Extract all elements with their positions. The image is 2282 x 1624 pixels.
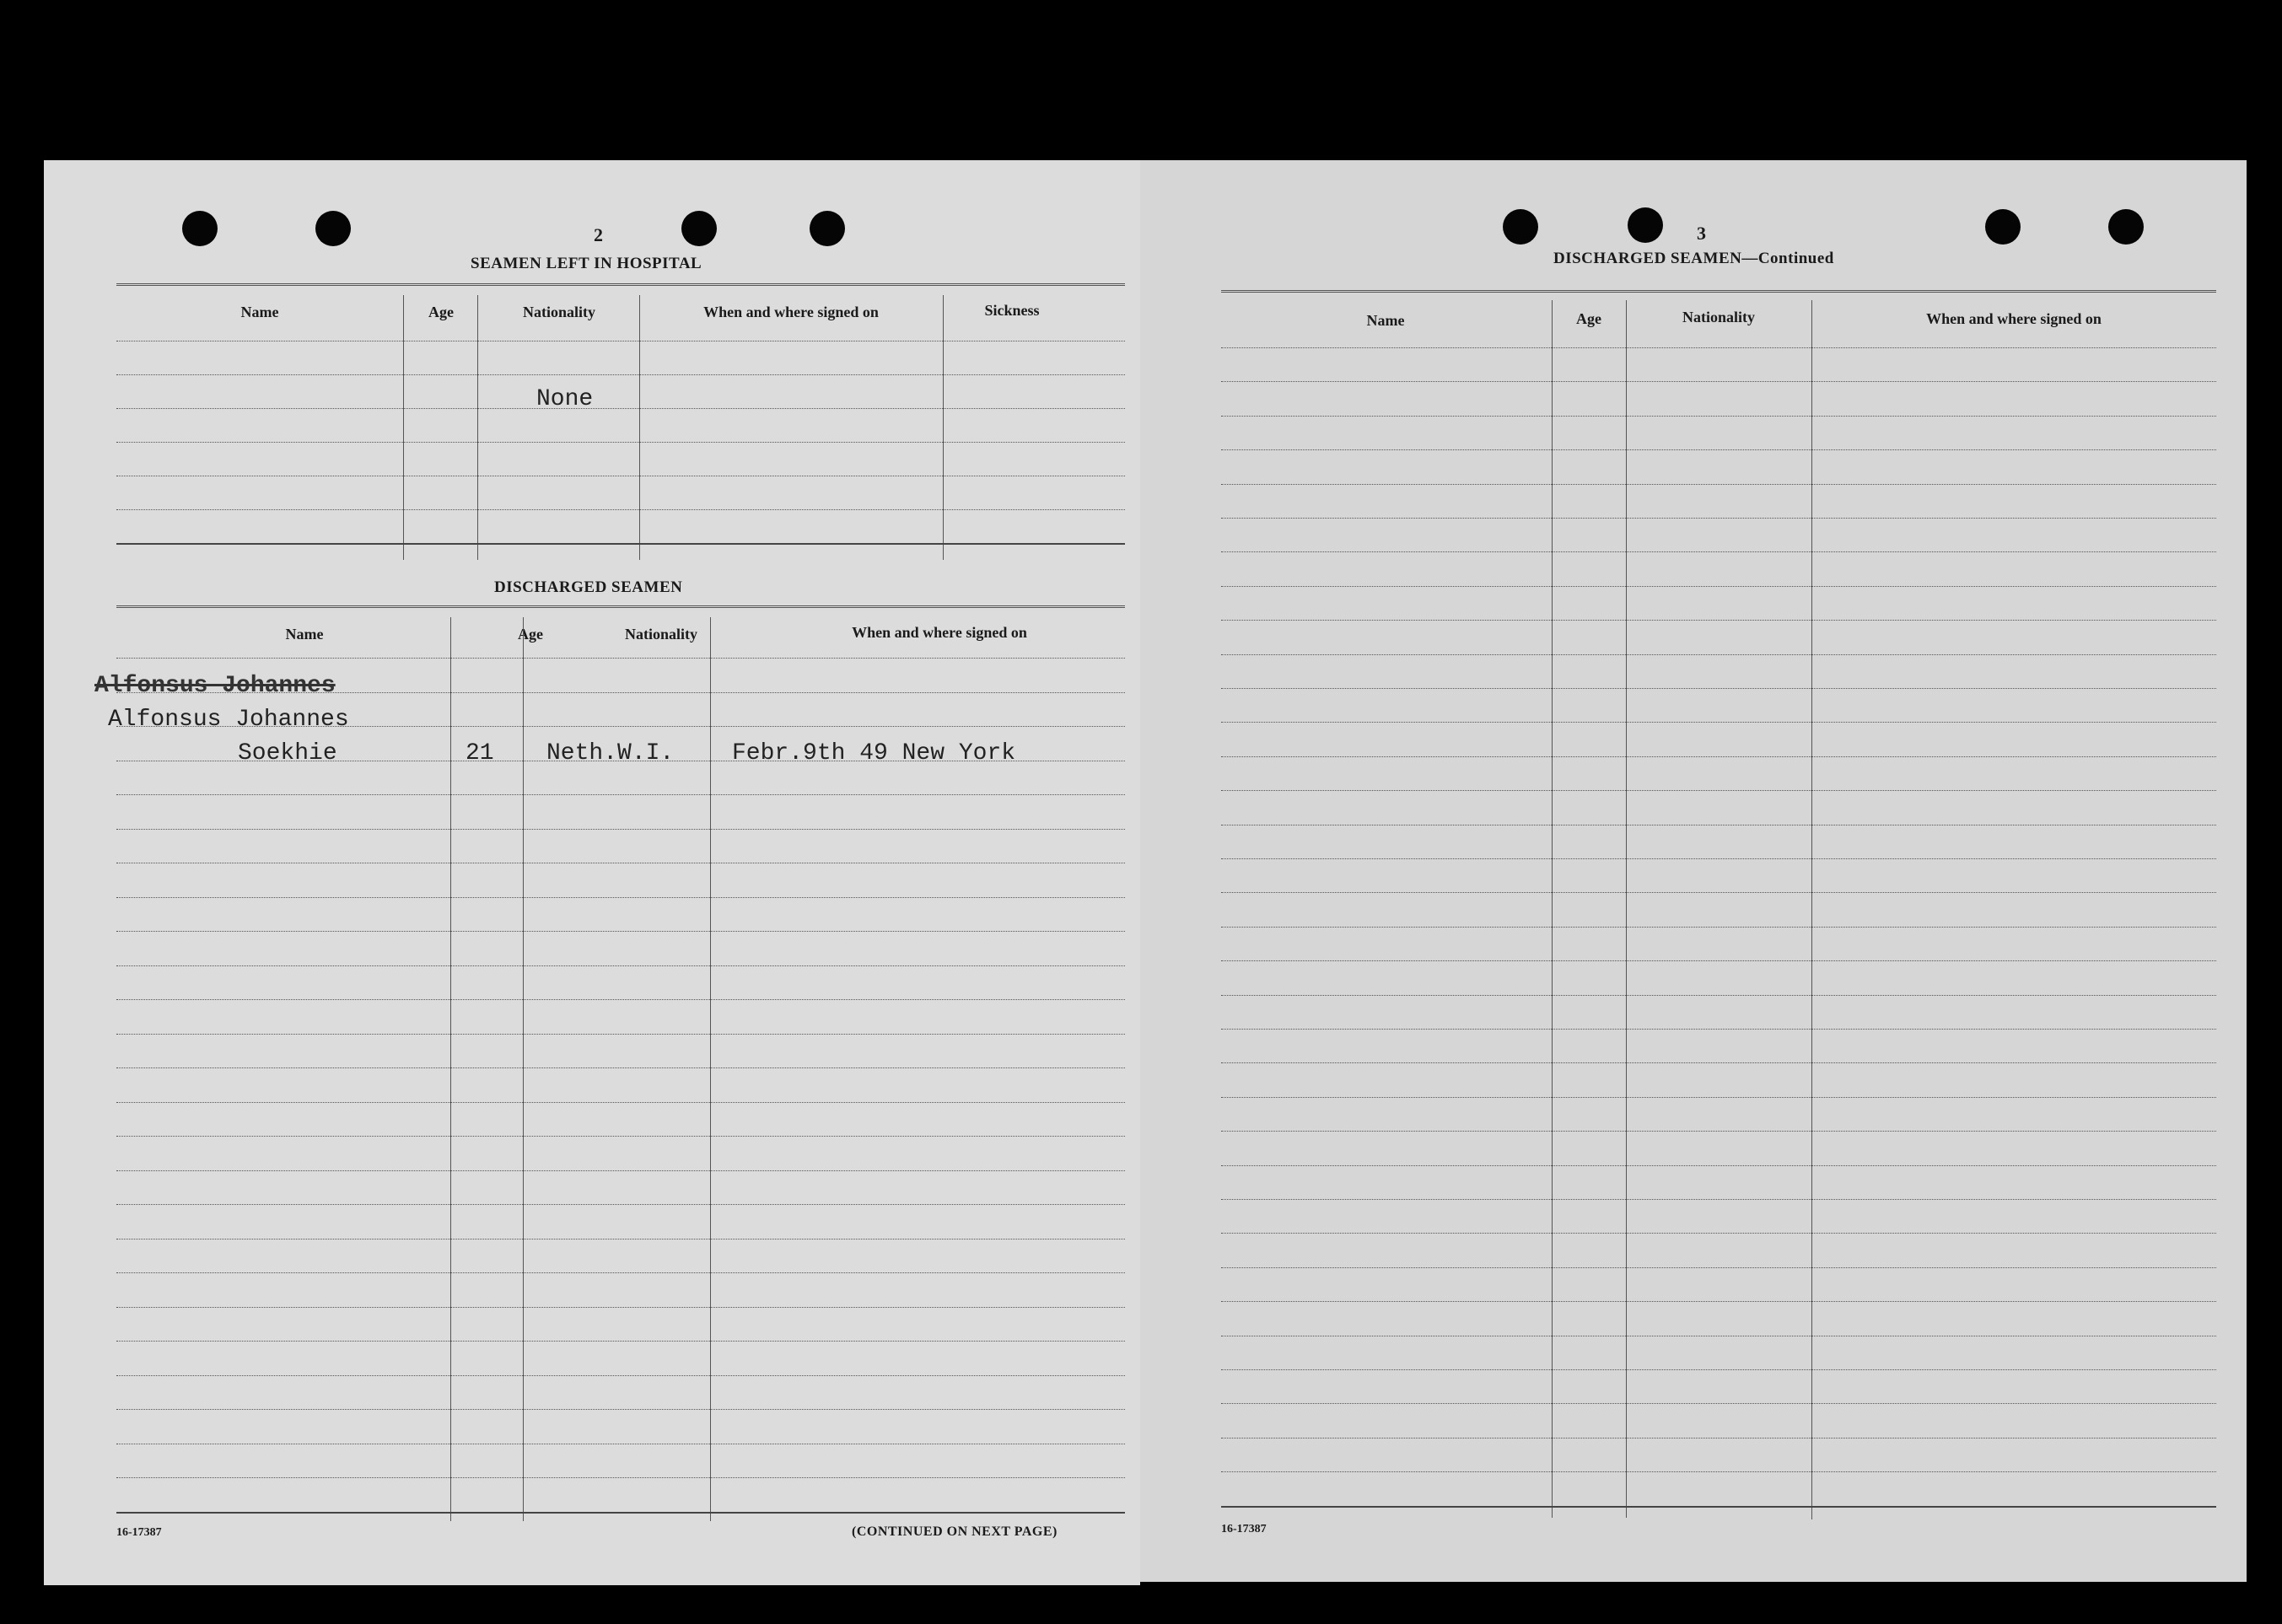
punch-hole-icon	[182, 211, 218, 246]
row-rule	[116, 374, 1125, 375]
struck-out-name: Alfonsus Johannes	[94, 673, 336, 699]
seaman-age: 21	[466, 740, 494, 766]
table-top-rule	[116, 605, 1125, 608]
punch-hole-icon	[1628, 207, 1663, 243]
row-rule	[116, 1409, 1125, 1410]
row-rule	[1221, 518, 2216, 519]
row-rule	[1221, 927, 2216, 928]
column-header-name: Name	[240, 304, 279, 320]
discharged-section-title: DISCHARGED SEAMEN	[494, 578, 683, 596]
row-rule	[116, 965, 1125, 966]
punch-hole-icon	[1503, 209, 1538, 245]
row-rule	[1221, 347, 2216, 348]
row-rule	[1221, 1506, 2216, 1508]
hospital-section-title: SEAMEN LEFT IN HOSPITAL	[471, 255, 702, 272]
right-page	[1140, 160, 2247, 1582]
row-rule	[116, 509, 1125, 510]
row-rule	[116, 1239, 1125, 1240]
column-divider	[477, 295, 478, 560]
seaman-signed-on: Febr.9th 49 New York	[732, 740, 1016, 766]
row-rule	[1221, 654, 2216, 655]
row-rule	[1221, 620, 2216, 621]
row-rule	[1221, 790, 2216, 791]
column-header-nationality: Nationality	[1682, 309, 1755, 325]
row-rule	[1221, 449, 2216, 450]
page-number: 3	[1697, 223, 1706, 244]
row-rule	[116, 1272, 1125, 1273]
row-rule	[116, 1512, 1125, 1514]
punch-hole-icon	[315, 211, 351, 246]
row-rule	[1221, 960, 2216, 961]
row-rule	[1221, 858, 2216, 859]
discharged-continued-title: DISCHARGED SEAMEN—Continued	[1553, 250, 1834, 267]
row-rule	[1221, 995, 2216, 996]
row-rule	[116, 442, 1125, 443]
row-rule	[116, 1204, 1125, 1205]
punch-hole-icon	[1985, 209, 2021, 245]
row-rule	[1221, 381, 2216, 382]
row-rule	[1221, 1301, 2216, 1302]
row-rule	[1221, 756, 2216, 757]
page-number: 2	[594, 224, 603, 245]
hospital-entry: None	[536, 386, 594, 412]
column-header-age: Age	[1576, 310, 1601, 327]
column-header-nationality: Nationality	[522, 304, 595, 320]
left-page	[44, 160, 1140, 1585]
row-rule	[1221, 551, 2216, 552]
column-divider	[639, 295, 640, 560]
row-rule	[116, 897, 1125, 898]
form-code: 16-17387	[1221, 1523, 1267, 1535]
row-rule	[116, 1102, 1125, 1103]
column-header-name: Name	[285, 626, 324, 643]
row-rule	[1221, 688, 2216, 689]
row-rule	[116, 1170, 1125, 1171]
row-rule	[116, 829, 1125, 830]
row-rule	[116, 543, 1125, 545]
row-rule	[116, 1034, 1125, 1035]
column-header-signed-on: When and where signed on	[1926, 310, 2102, 327]
column-divider	[710, 617, 711, 1521]
punch-hole-icon	[2108, 209, 2144, 245]
row-rule	[116, 1136, 1125, 1137]
form-code: 16-17387	[116, 1526, 162, 1539]
column-header-signed-on: When and where signed on	[852, 624, 1027, 641]
table-top-rule	[116, 283, 1125, 286]
punch-hole-icon	[810, 211, 845, 246]
row-rule	[116, 408, 1125, 409]
row-rule	[116, 1307, 1125, 1308]
row-rule	[1221, 1233, 2216, 1234]
row-rule	[1221, 1165, 2216, 1166]
row-rule	[1221, 1369, 2216, 1370]
punch-hole-icon	[681, 211, 717, 246]
row-rule	[116, 1477, 1125, 1478]
row-rule	[116, 1341, 1125, 1342]
row-rule	[116, 931, 1125, 932]
row-rule	[1221, 586, 2216, 587]
seaman-first-names: Alfonsus Johannes	[108, 707, 349, 733]
row-rule	[1221, 1403, 2216, 1404]
column-header-sickness: Sickness	[984, 302, 1040, 319]
column-header-nationality: Nationality	[624, 626, 697, 643]
row-rule	[1221, 416, 2216, 417]
row-rule	[1221, 1097, 2216, 1098]
row-rule	[1221, 484, 2216, 485]
column-header-name: Name	[1366, 312, 1405, 329]
row-rule	[116, 999, 1125, 1000]
row-rule	[116, 1375, 1125, 1376]
column-header-signed-on: When and where signed on	[703, 304, 879, 320]
row-rule	[1221, 1131, 2216, 1132]
column-divider	[523, 617, 524, 1521]
row-rule	[1221, 1029, 2216, 1030]
row-rule	[1221, 892, 2216, 893]
continued-note: (CONTINUED ON NEXT PAGE)	[852, 1525, 1058, 1539]
row-rule	[1221, 1062, 2216, 1063]
seaman-nationality: Neth.W.I.	[546, 740, 675, 766]
seaman-surname: Soekhie	[238, 740, 337, 766]
column-divider	[943, 295, 944, 560]
column-header-age: Age	[518, 626, 543, 643]
column-header-age: Age	[428, 304, 454, 320]
row-rule	[1221, 1199, 2216, 1200]
row-rule	[116, 658, 1125, 659]
column-divider	[403, 295, 404, 560]
column-divider	[450, 617, 451, 1521]
row-rule	[116, 794, 1125, 795]
row-rule	[1221, 1267, 2216, 1268]
row-rule	[1221, 1471, 2216, 1472]
table-top-rule	[1221, 290, 2216, 293]
row-rule	[1221, 722, 2216, 723]
row-rule	[116, 1067, 1125, 1068]
